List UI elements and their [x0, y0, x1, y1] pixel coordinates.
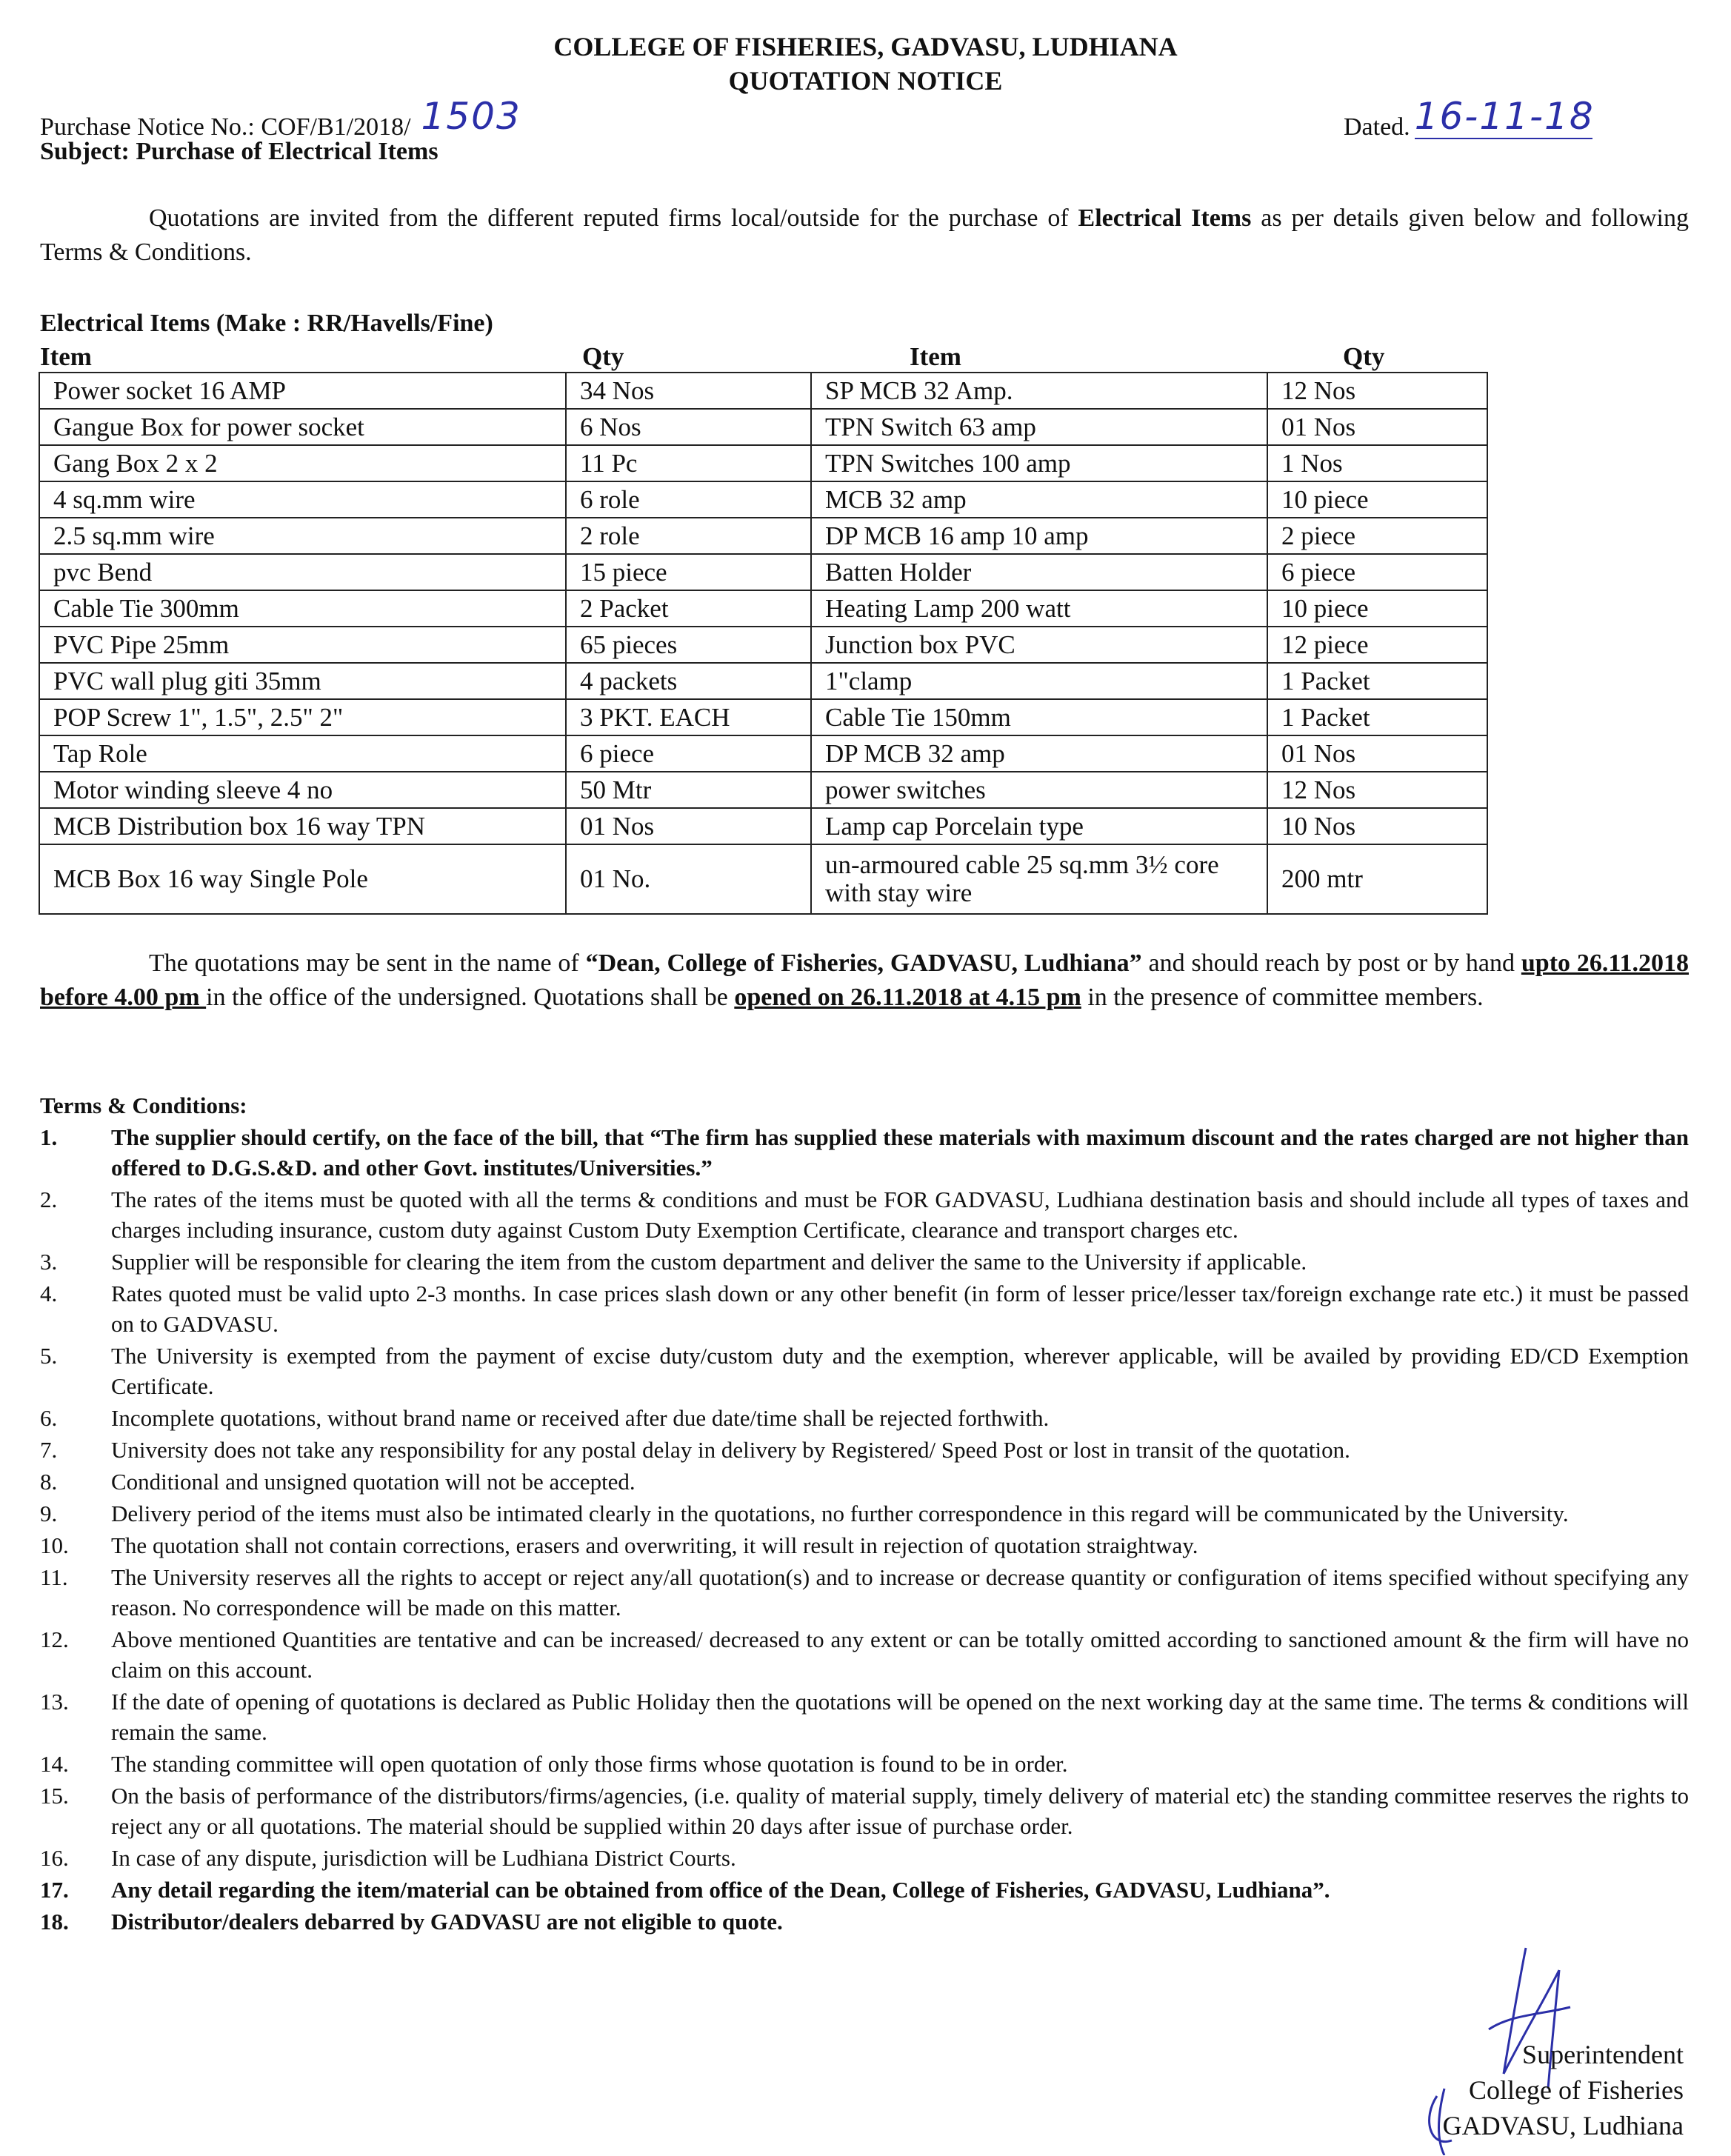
electrical-items-table [39, 372, 1488, 915]
item-cell: Junction box PVC [811, 627, 1267, 663]
term-item [40, 1184, 1689, 1245]
terms-section [40, 1090, 1689, 1938]
qty-cell: 34 Nos [566, 373, 811, 409]
term-number: 11. [40, 1564, 68, 1590]
submission-deadline: upto 26.11.2018 before 4.00 pm [40, 949, 1689, 1011]
qty-cell: 200 mtr [1267, 844, 1487, 914]
term-item [40, 1435, 1689, 1465]
term-item [40, 1341, 1689, 1401]
term-item [40, 1749, 1689, 1779]
term-number: 15. [40, 1783, 69, 1809]
term-number: 9. [40, 1501, 58, 1526]
term-item [40, 1498, 1689, 1529]
qty-cell: 3 PKT. EACH [566, 699, 811, 735]
signatory-university: GADVASU, Ludhiana [1442, 2111, 1684, 2140]
items-heading: Electrical Items (Make : RR/Havells/Fine) [40, 310, 493, 337]
term-item [40, 1278, 1689, 1339]
term-number: 3. [40, 1249, 58, 1275]
table-row [39, 663, 1487, 699]
term-item [40, 1122, 1689, 1183]
table-row [39, 518, 1487, 554]
qty-cell: 4 packets [566, 663, 811, 699]
intro-text: Quotations are invited from the different reputed firms local/outside for the purchase of [149, 204, 1078, 232]
qty-cell: 65 pieces [566, 627, 811, 663]
signatory-block [1443, 2037, 1684, 2143]
qty-cell: 01 Nos [1267, 409, 1487, 445]
term-text: Incomplete quotations, without brand name or received after due date/time shall be rejected forthwith. [111, 1405, 1050, 1431]
term-number: 6. [40, 1405, 58, 1431]
table-row [39, 409, 1487, 445]
column-header-qty-2: Qty [1343, 342, 1385, 371]
term-text: The rates of the items must be quoted with all the terms & conditions and must be FOR GADVASU, Ludhiana destination basis and should include all types of taxes and charges including insurance, custom duty against Custom Duty Exemption Certificate, clearance and transport charges etc. [111, 1187, 1689, 1243]
item-cell: Tap Role [39, 735, 566, 772]
qty-cell: 01 Nos [1267, 735, 1487, 772]
intro-paragraph [40, 201, 1689, 270]
dated-label: Dated. [1344, 113, 1410, 141]
qty-cell: 6 role [566, 481, 811, 518]
term-item [40, 1780, 1689, 1841]
institution-heading: COLLEGE OF FISHERIES, GADVASU, LUDHIANA [553, 32, 1178, 61]
item-cell: MCB Distribution box 16 way TPN [39, 808, 566, 844]
term-item [40, 1686, 1689, 1747]
item-cell: pvc Bend [39, 554, 566, 590]
term-item [40, 1530, 1689, 1561]
item-cell: power switches [811, 772, 1267, 808]
item-cell: PVC Pipe 25mm [39, 627, 566, 663]
term-item [40, 1843, 1689, 1873]
item-cell: 2.5 sq.mm wire [39, 518, 566, 554]
term-item [40, 1466, 1689, 1497]
term-number: 17. [40, 1877, 69, 1903]
term-number: 16. [40, 1845, 69, 1871]
terms-heading: Terms & Conditions: [40, 1092, 247, 1118]
table-row [39, 590, 1487, 627]
term-text: Delivery period of the items must also be intimated clearly in the quotations, no further correspondence in this regard will be communicated by the University. [111, 1501, 1569, 1526]
item-cell: Cable Tie 300mm [39, 590, 566, 627]
table-row [39, 445, 1487, 481]
term-text: The University reserves all the rights to accept or reject any/all quotation(s) and to increase or decrease quantity or configuration of items specified without specifying any reason. No correspondence will be made on this matter. [111, 1564, 1689, 1621]
item-cell: Cable Tie 150mm [811, 699, 1267, 735]
term-item [40, 1624, 1689, 1685]
item-cell: DP MCB 32 amp [811, 735, 1267, 772]
table-row [39, 844, 1487, 914]
opening-date: opened on 26.11.2018 at 4.15 pm [734, 984, 1081, 1011]
notice-number-label: Purchase Notice No.: COF/B1/2018/ [40, 113, 411, 141]
item-cell: 1"clamp [811, 663, 1267, 699]
table-row [39, 772, 1487, 808]
submission-text: in the presence of committee members. [1081, 984, 1484, 1011]
qty-cell: 12 Nos [1267, 373, 1487, 409]
qty-cell: 10 Nos [1267, 808, 1487, 844]
qty-cell: 2 role [566, 518, 811, 554]
table-row [39, 481, 1487, 518]
term-text: Rates quoted must be valid upto 2-3 months. In case prices slash down or any other benefit (in form of lesser price/lesser tax/foreign exchange rate etc.) it must be passed on to GADVASU. [111, 1281, 1689, 1337]
item-cell: POP Screw 1", 1.5", 2.5" 2" [39, 699, 566, 735]
term-text: The University is exempted from the payment of excise duty/custom duty and the exemption, wherever applicable, will be availed by providing ED/CD Exemption Certificate. [111, 1343, 1689, 1399]
item-cell: Heating Lamp 200 watt [811, 590, 1267, 627]
term-text: Any detail regarding the item/material can be obtained from office of the Dean, College of Fisheries, GADVASU, Ludhiana”. [111, 1877, 1330, 1903]
qty-cell: 6 piece [1267, 554, 1487, 590]
term-item [40, 1875, 1689, 1905]
item-cell: TPN Switches 100 amp [811, 445, 1267, 481]
term-text: University does not take any responsibility for any postal delay in delivery by Registered/ Speed Post or lost in transit of the quotation. [111, 1437, 1350, 1463]
qty-cell: 6 Nos [566, 409, 811, 445]
term-text: Distributor/dealers debarred by GADVASU are not eligible to quote. [111, 1909, 783, 1935]
handwritten-date: 16-11-18 [1414, 95, 1595, 138]
qty-cell: 2 piece [1267, 518, 1487, 554]
table-row [39, 699, 1487, 735]
item-cell: MCB Box 16 way Single Pole [39, 844, 566, 914]
qty-cell: 11 Pc [566, 445, 811, 481]
term-number: 18. [40, 1909, 69, 1935]
term-text: The supplier should certify, on the face of the bill, that “The firm has supplied these materials with maximum discount and the rates charged are not higher than offered to D.G.S.&D. and other Govt. institutes/Universities.” [111, 1124, 1689, 1181]
term-number: 12. [40, 1626, 69, 1652]
term-text: Above mentioned Quantities are tentative and can be increased/ decreased to any extent or can be totally omitted according to sanctioned amount & the firm will have no claim on this account. [111, 1626, 1689, 1683]
term-number: 7. [40, 1437, 58, 1463]
term-text: If the date of opening of quotations is declared as Public Holiday then the quotations will be opened on the next working day at the same time. The terms & conditions will remain the same. [111, 1689, 1689, 1745]
term-number: 10. [40, 1532, 69, 1558]
item-cell: MCB 32 amp [811, 481, 1267, 518]
item-cell: un-armoured cable 25 sq.mm 3½ core with stay wire [811, 844, 1267, 914]
item-cell: TPN Switch 63 amp [811, 409, 1267, 445]
table-row [39, 373, 1487, 409]
term-number: 4. [40, 1281, 58, 1306]
column-header-item-2: Item [910, 342, 961, 371]
item-cell: DP MCB 16 amp 10 amp [811, 518, 1267, 554]
item-cell: SP MCB 32 Amp. [811, 373, 1267, 409]
column-header-qty-1: Qty [582, 342, 624, 371]
qty-cell: 12 piece [1267, 627, 1487, 663]
signatory-title: Superintendent [1522, 2040, 1684, 2069]
qty-cell: 01 Nos [566, 808, 811, 844]
term-text: In case of any dispute, jurisdiction will be Ludhiana District Courts. [111, 1845, 736, 1871]
submission-text: in the office of the undersigned. Quotations shall be [206, 984, 735, 1011]
term-item [40, 1562, 1689, 1623]
term-number: 14. [40, 1751, 69, 1777]
notice-title: QUOTATION NOTICE [728, 66, 1003, 96]
signatory-office: College of Fisheries [1469, 2075, 1684, 2105]
term-number: 1. [40, 1124, 58, 1150]
term-text: Conditional and unsigned quotation will not be accepted. [111, 1469, 636, 1495]
term-number: 13. [40, 1689, 69, 1715]
items-table-body [39, 373, 1487, 914]
terms-list [40, 1122, 1689, 1937]
qty-cell: 50 Mtr [566, 772, 811, 808]
item-cell: PVC wall plug giti 35mm [39, 663, 566, 699]
notice-date [1344, 95, 1595, 145]
qty-cell: 01 No. [566, 844, 811, 914]
qty-cell: 12 Nos [1267, 772, 1487, 808]
qty-cell: 1 Packet [1267, 699, 1487, 735]
qty-cell: 1 Nos [1267, 445, 1487, 481]
term-text: The standing committee will open quotation of only those firms whose quotation is found to be in order. [111, 1751, 1068, 1777]
qty-cell: 6 piece [566, 735, 811, 772]
submission-text: The quotations may be sent in the name of [149, 949, 586, 977]
qty-cell: 1 Packet [1267, 663, 1487, 699]
term-number: 8. [40, 1469, 58, 1495]
table-row [39, 735, 1487, 772]
column-header-item-1: Item [40, 342, 92, 371]
term-text: The quotation shall not contain corrections, erasers and overwriting, it will result in rejection of quotation straightway. [111, 1532, 1198, 1558]
handwritten-notice-number: 1503 [421, 95, 521, 138]
notice-subject: Subject: Purchase of Electrical Items [40, 138, 438, 165]
item-cell: Gang Box 2 x 2 [39, 445, 566, 481]
item-cell: Power socket 16 AMP [39, 373, 566, 409]
qty-cell: 2 Packet [566, 590, 811, 627]
term-text: Supplier will be responsible for clearing the item from the custom department and deliver the same to the University if applicable. [111, 1249, 1307, 1275]
addressee-name: “Dean, College of Fisheries, GADVASU, Ludhiana” [585, 949, 1142, 977]
item-cell: Motor winding sleeve 4 no [39, 772, 566, 808]
table-row [39, 627, 1487, 663]
item-cell: Lamp cap Porcelain type [811, 808, 1267, 844]
table-row [39, 554, 1487, 590]
term-item [40, 1403, 1689, 1433]
item-cell: Batten Holder [811, 554, 1267, 590]
qty-cell: 15 piece [566, 554, 811, 590]
item-cell: 4 sq.mm wire [39, 481, 566, 518]
term-text: On the basis of performance of the distributors/firms/agencies, (i.e. quality of material supply, timely delivery of material etc) the standing committee reserves the rights to reject any or all quotations. The material should be supplied within 20 days after issue of purchase order. [111, 1783, 1689, 1839]
intro-text-end: as per details given below and following Terms & Conditions. [40, 204, 1689, 266]
table-row [39, 808, 1487, 844]
term-item [40, 1246, 1689, 1277]
submission-paragraph [40, 947, 1689, 1015]
submission-text: and should reach by post or by hand [1141, 949, 1521, 977]
term-number: 5. [40, 1343, 58, 1369]
qty-cell: 10 piece [1267, 590, 1487, 627]
term-number: 2. [40, 1187, 58, 1212]
intro-bold-text: Electrical Items [1078, 204, 1252, 232]
item-cell: Gangue Box for power socket [39, 409, 566, 445]
qty-cell: 10 piece [1267, 481, 1487, 518]
